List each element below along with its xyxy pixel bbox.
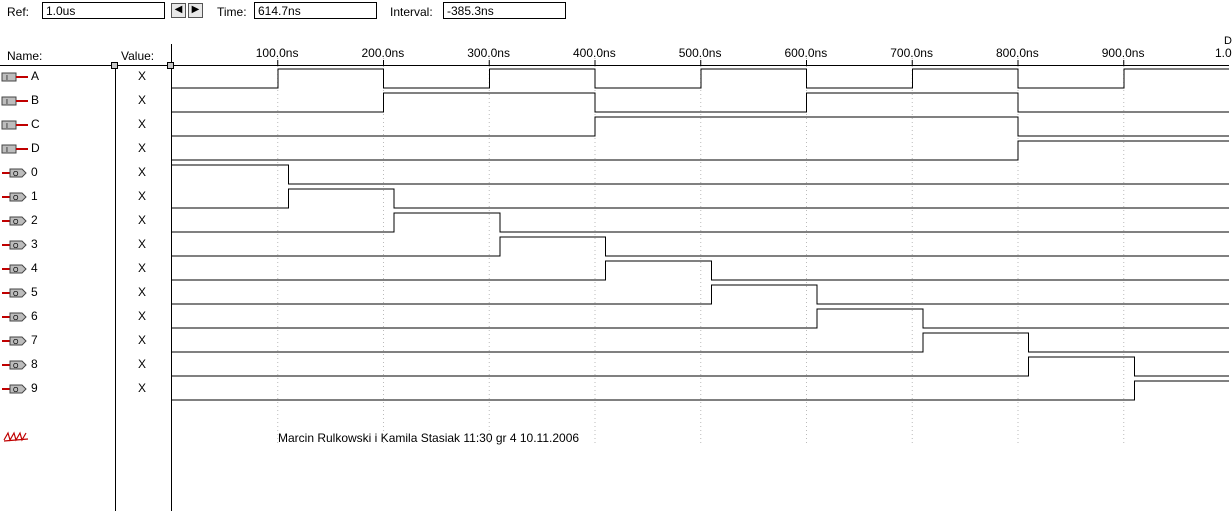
- signal-value: X: [138, 237, 147, 251]
- svg-text:O: O: [13, 219, 19, 226]
- timeline-tick-label: 900.0ns: [1101, 46, 1145, 60]
- arrow-right-icon[interactable]: ▶: [188, 3, 203, 18]
- svg-text:I: I: [6, 75, 8, 82]
- signal-name: 2: [31, 213, 38, 227]
- time-label: Time:: [217, 5, 247, 19]
- signal-value: X: [138, 333, 147, 347]
- svg-text:O: O: [13, 195, 19, 202]
- timeline-tick-label: 700.0ns: [890, 46, 933, 60]
- timeline-tick-label: 300.0ns: [467, 46, 510, 60]
- timeline-tick-label: 600.0ns: [784, 46, 828, 60]
- interval-label: Interval:: [390, 5, 433, 19]
- signal-name: 1: [31, 189, 38, 203]
- signal-value: X: [138, 213, 147, 227]
- svg-text:O: O: [13, 243, 19, 250]
- timeline-tick-label: 100.0ns: [255, 46, 299, 60]
- timeline-tick-label: 500.0ns: [678, 46, 722, 60]
- signal-name: 8: [31, 357, 38, 371]
- signal-name: 0: [31, 165, 38, 179]
- signal-value: X: [138, 189, 147, 203]
- signal-value: X: [138, 357, 147, 371]
- signal-value: X: [138, 381, 147, 395]
- author-note: Marcin Rulkowski i Kamila Stasiak 11:30 gr 4 10.11.2006: [278, 431, 580, 445]
- signal-name: 5: [31, 285, 38, 299]
- signal-value: X: [138, 93, 147, 107]
- svg-text:O: O: [13, 387, 19, 394]
- signal-value: X: [138, 165, 147, 179]
- svg-text:O: O: [13, 291, 19, 298]
- signal-name: C: [31, 117, 40, 131]
- svg-text:O: O: [13, 315, 19, 322]
- arrow-left-icon[interactable]: ◀: [171, 3, 186, 18]
- waveform-trace: [172, 69, 1229, 88]
- signal-name: 9: [31, 381, 38, 395]
- signal-value: X: [138, 309, 147, 323]
- waveform-logo-icon: [3, 430, 29, 445]
- timeline-tick-label: 800.0ns: [996, 46, 1039, 60]
- signal-value: X: [138, 69, 147, 83]
- interval-field[interactable]: -385.3ns: [443, 2, 566, 19]
- signal-value: X: [138, 285, 147, 299]
- timeline-tick-label: 1.0: [1215, 46, 1232, 60]
- signal-name: B: [31, 93, 40, 107]
- timeline-end-marker: D: [1224, 35, 1232, 47]
- signal-name: A: [31, 69, 40, 83]
- svg-text:O: O: [13, 339, 19, 346]
- signal-name: 6: [31, 309, 38, 323]
- ref-label: Ref:: [7, 5, 30, 19]
- signal-name: D: [31, 141, 40, 155]
- time-field[interactable]: 614.7ns: [254, 2, 377, 19]
- svg-text:O: O: [13, 171, 19, 178]
- timeline-tick-label: 400.0ns: [573, 46, 616, 60]
- name-column-header: Name:: [7, 49, 43, 63]
- timeline-tick-label: 200.0ns: [361, 46, 405, 60]
- signal-name: 3: [31, 237, 38, 251]
- svg-text:I: I: [6, 123, 8, 130]
- signal-value: X: [138, 141, 147, 155]
- svg-text:I: I: [6, 99, 8, 106]
- svg-text:O: O: [13, 363, 19, 370]
- signal-name: 7: [31, 333, 38, 347]
- signal-value: X: [138, 261, 147, 275]
- signal-value: X: [138, 117, 147, 131]
- value-column-header: Value:: [121, 49, 155, 63]
- svg-text:I: I: [6, 147, 8, 154]
- ref-field[interactable]: 1.0us: [42, 2, 165, 19]
- signal-name: 4: [31, 261, 38, 275]
- svg-text:O: O: [13, 267, 19, 274]
